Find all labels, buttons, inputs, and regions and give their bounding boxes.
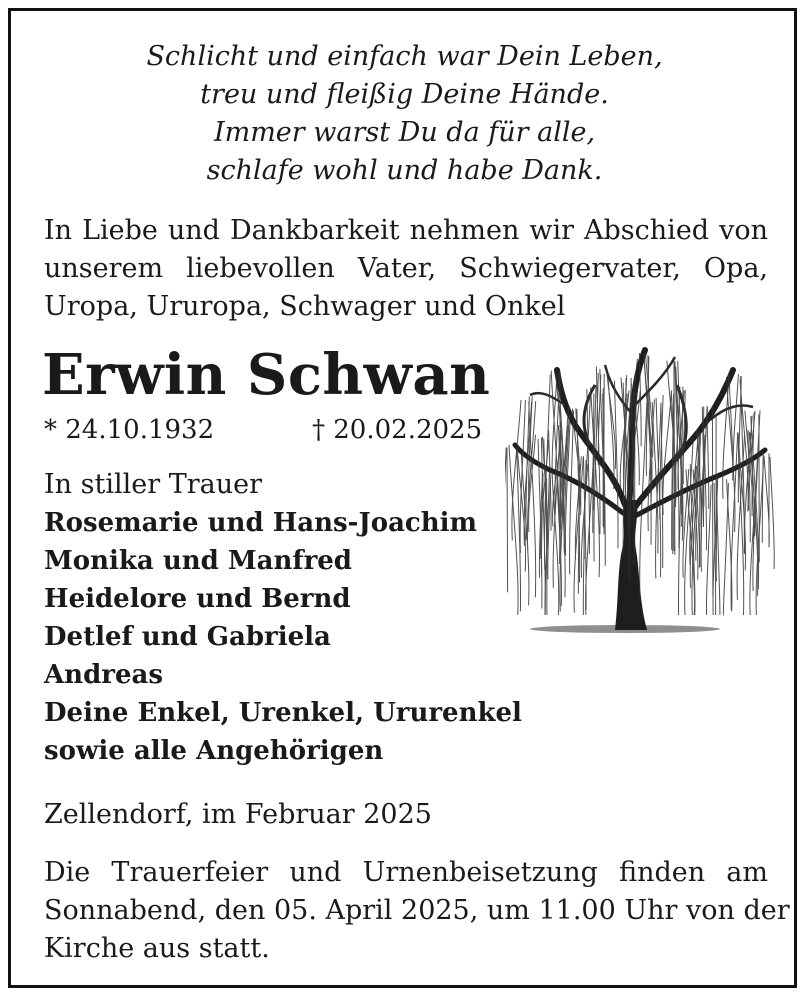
poem-line: treu und fleißig Deine Hände. [200, 79, 609, 110]
mourner-name: Rosemarie und Hans-Joachim [44, 508, 478, 538]
service-line: Sonnabend, den 05. April 2025, um 11.00 Uhr von der [44, 895, 790, 926]
willow-strand [712, 407, 713, 597]
mourner-name: Detlef und Gabriela [44, 622, 331, 652]
mourner-name: Andreas [44, 660, 163, 690]
intro-line: In Liebe und Dankbarkeit nehmen wir Abschied von [44, 215, 768, 246]
mourner-name: Deine Enkel, Urenkel, Ururenkel [44, 698, 522, 728]
poem-line: schlafe wohl und habe Dank. [206, 155, 603, 186]
intro-line: unserem liebevollen Vater, Schwiegervater, Opa, [44, 253, 768, 284]
birth-date: * 24.10.1932 [44, 415, 215, 445]
intro-text [44, 212, 768, 326]
willow-strand [505, 448, 506, 551]
willow-strand [570, 411, 574, 575]
mourner-name: Monika und Manfred [44, 546, 352, 576]
place-date: Zellendorf, im Februar 2025 [44, 799, 432, 830]
service-notice [44, 854, 790, 968]
willow-strand [733, 374, 738, 474]
service-line: Kirche aus statt. [44, 933, 270, 964]
poem-line: Immer warst Du da für alle, [213, 117, 596, 148]
willow-strand [604, 374, 605, 529]
willow-strand [509, 445, 518, 615]
willow-strand [707, 410, 709, 509]
willow-strand [764, 456, 769, 548]
life-dates [44, 412, 483, 448]
deceased-name: Erwin Schwan [42, 342, 491, 408]
mourners-lead: In stiller Trauer [44, 469, 263, 500]
poem-line: Schlicht und einfach war Dein Leben, [146, 41, 663, 72]
intro-line: Uropa, Ururopa, Schwager und Onkel [44, 291, 566, 322]
willow-strand [770, 457, 774, 569]
mourner-name: Heidelore und Bernd [44, 584, 351, 614]
weeping-willow-tree-icon [505, 345, 775, 640]
service-line: Die Trauerfeier und Urnenbeisetzung finden am [44, 857, 768, 888]
poem [0, 38, 809, 190]
death-date: † 20.02.2025 [312, 415, 483, 445]
mourner-name: sowie alle Angehörigen [44, 736, 384, 766]
mourners-list [44, 466, 522, 770]
willow-strand [507, 448, 508, 593]
willow-strand [729, 376, 733, 481]
willow-strand [512, 400, 521, 540]
willow-strands [505, 353, 774, 615]
